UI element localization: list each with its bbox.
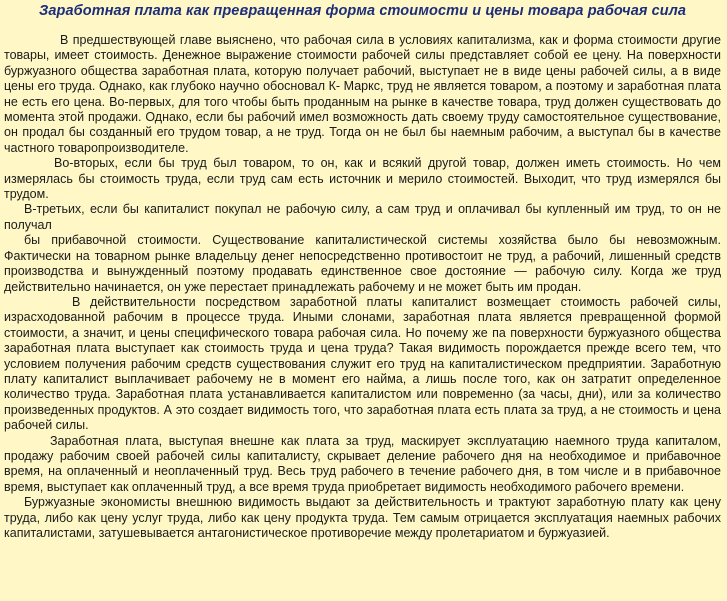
paragraph-4: бы прибавочной стоимости. Существование капиталистической системы хозяйства было бы невозможным. Фактически на товарном рынке владельцу денег непосредственно противостоит не труд, а рабочий, лишенный средств производства и вынужденный поэтому продавать единственное свое достояние — рабочую силу. Когда же труд действительно начинается, он уже перестает принадлежать рабочему и не может быть им продан. — [4, 233, 721, 294]
paragraph-7: Буржуазные экономисты внешнюю видимость выдают за действительность и трактуют заработную плату как цену труда, либо как цену услуг труда, либо как цену продукта труда. Тем самым отрицается эксплуатация наемных рабочих капиталистами, затушевывается антагонистическое противоречие между пролетариатом и буржуазией. — [4, 495, 721, 540]
paragraph-3: В-третьих, если бы капиталист покупал не рабочую силу, а сам труд и оплачивал бы купленный им труд, то он не получал — [4, 202, 721, 232]
paragraph-1: В предшествующей главе выяснено, что рабочая сила в условиях капитализма, как и форма стоимости другие товары, имеет стоимость. Денежное выражение стоимости рабочей силы представляет собой ее цену. На поверхности буржуазного общества заработная плата, которую получает рабочий, выступает не в виде цены рабочей силы, а в виде цены его труда. Однако, как глубоко научно обосновал К- Маркс, труд не является товаром, а поэтому и заработная плата не есть его цена. Во-первых, для того чтобы быть проданным на рынке в качестве товара, труд должен существовать до момента этой продажи. Однако, если бы рабочий имел возможность дать своему труду самостоятельное существование, он продал бы созданный его трудом товар, а не труд. Тогда он не был бы наемным рабочим, а выступал бы в качестве частного товаропроизводителе. — [4, 33, 721, 155]
article-title: Заработная плата как превращенная форма стоимости и цены товара рабочая сила — [38, 3, 687, 19]
paragraph-5: В действительности посредством заработной платы капиталист возмещает стоимость рабочей силы, израсходованной рабочим в процессе труда. Иными слонами, заработная плата является превращенной формой стоимости, а значит, и цены специфического товара рабочая сила. Но почему же па поверхности буржуазного общества заработная плата выступает как стоимость труда и цена труда? Такая видимость порождается прежде всего тем, что условием получения рабочим средств существования служит его труд на капиталистическом предприятии. Заработную плату капиталист выплачивает рабочему не в момент его найма, а лишь после того, как он затратит определенное количество труда. Заработная плата устанавливается капиталистом или повременно (за часы, дни), или за количество произведенных продуктов. А это создает видимость того, что заработная плата есть плата за труд, а не стоимость и цена рабочей силы. — [4, 294, 721, 433]
paragraph-6: Заработная плата, выступая внешне как плата за труд, маскирует эксплуатацию наемного труда капиталом, продажу рабочим своей рабочей силы капиталисту, скрывает деление рабочего дня на необходимое и прибавочное время, на оплаченный и неоплаченный труд. Весь труд рабочего в течение рабочего дня, в том числе и в прибавочное время, выступает как оплаченный труд, а все время труда приобретает видимость необходимого рабочего времени. — [4, 433, 721, 494]
paragraph-2: Во-вторых, если бы труд был товаром, то он, как и всякий другой товар, должен иметь стоимость. Но чем измерялась бы стоимость труда, если труд сам есть источник и мерило стоимостей. Выходит, что труд измерялся бы трудом. — [4, 156, 721, 202]
